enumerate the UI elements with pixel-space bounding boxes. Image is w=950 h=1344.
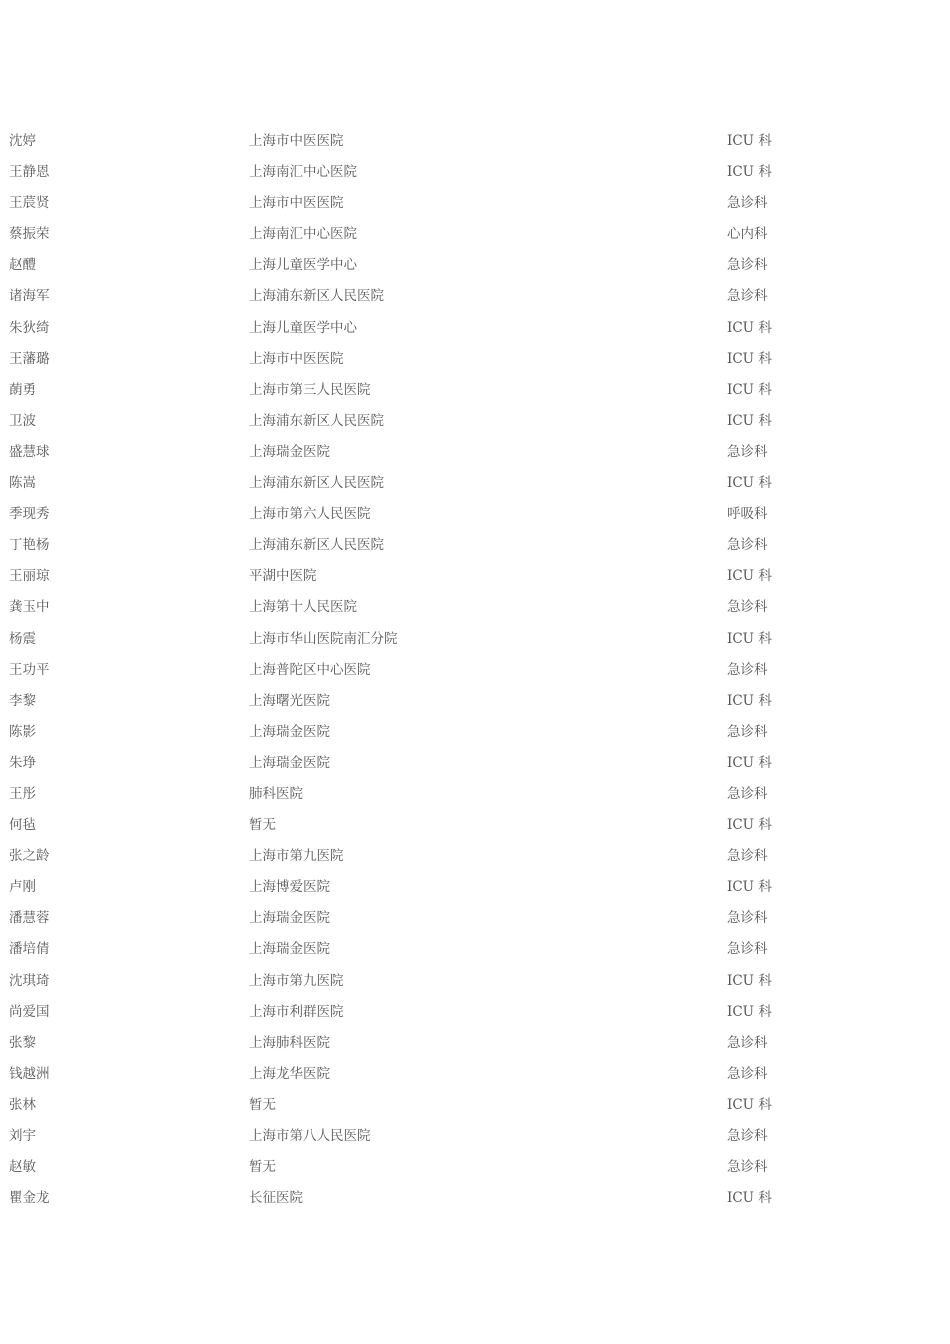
table-row <box>0 1059 950 1090</box>
hospital-cell: 上海浦东新区人民医院 <box>249 537 384 554</box>
hospital-cell: 平湖中医院 <box>249 568 317 585</box>
name-cell: 蓢勇 <box>9 381 36 398</box>
table-row <box>0 624 950 655</box>
table-row <box>0 344 950 375</box>
table-row <box>0 966 950 997</box>
table-row <box>0 281 950 312</box>
table-row <box>0 157 950 188</box>
department-cell: ICU 科 <box>727 1003 772 1020</box>
hospital-cell: 肺科医院 <box>249 785 303 802</box>
department-cell: 急诊科 <box>727 443 768 460</box>
department-cell: ICU 科 <box>727 350 772 367</box>
department-cell: ICU 科 <box>727 133 772 149</box>
name-cell: 杨震 <box>9 630 36 647</box>
name-cell: 张之龄 <box>9 848 50 865</box>
department-cell: ICU 科 <box>727 412 772 429</box>
name-cell: 张黎 <box>9 1034 36 1051</box>
table-row <box>0 499 950 530</box>
hospital-cell: 上海市中医医院 <box>249 133 344 149</box>
table-row <box>0 717 950 748</box>
name-cell: 沈琪琦 <box>9 972 50 989</box>
table-row <box>0 561 950 592</box>
hospital-cell: 上海南汇中心医院 <box>249 226 357 243</box>
department-cell: ICU 科 <box>727 319 772 336</box>
hospital-cell: 长征医院 <box>249 1190 303 1207</box>
department-cell: ICU 科 <box>727 879 772 896</box>
name-cell: 沈婷 <box>9 133 36 149</box>
hospital-cell: 上海儿童医学中心 <box>249 319 357 336</box>
name-cell: 尚爱国 <box>9 1003 50 1020</box>
table-row <box>0 219 950 250</box>
department-cell: 急诊科 <box>727 195 768 212</box>
department-cell: 心内科 <box>727 226 768 243</box>
department-cell: ICU 科 <box>727 1096 772 1113</box>
hospital-cell: 上海瑞金医院 <box>249 941 330 958</box>
table-row <box>0 810 950 841</box>
table-row <box>0 1183 950 1214</box>
table-row <box>0 686 950 717</box>
table-row <box>0 841 950 872</box>
table-row <box>0 872 950 903</box>
table-row <box>0 188 950 219</box>
name-cell: 卫波 <box>9 412 36 429</box>
hospital-cell: 上海南汇中心医院 <box>249 164 357 181</box>
table-row <box>0 934 950 965</box>
table-row <box>0 530 950 561</box>
hospital-cell: 上海市第九医院 <box>249 972 344 989</box>
table-row <box>0 592 950 623</box>
hospital-cell: 上海曙光医院 <box>249 692 330 709</box>
name-cell: 朱狄绮 <box>9 319 50 336</box>
hospital-cell: 上海市华山医院南汇分院 <box>249 630 398 647</box>
department-cell: 急诊科 <box>727 941 768 958</box>
department-cell: ICU 科 <box>727 164 772 181</box>
name-cell: 王藩璐 <box>9 350 50 367</box>
name-cell: 钱越洲 <box>9 1065 50 1082</box>
name-cell: 陈影 <box>9 723 36 740</box>
name-cell: 盛慧球 <box>9 443 50 460</box>
table-row <box>0 375 950 406</box>
doctor-list-table <box>0 126 950 1214</box>
hospital-cell: 上海市第九医院 <box>249 848 344 865</box>
hospital-cell: 上海第十人民医院 <box>249 599 357 616</box>
department-cell: ICU 科 <box>727 381 772 398</box>
hospital-cell: 上海市中医医院 <box>249 195 344 212</box>
hospital-cell: 上海市第六人民医院 <box>249 506 371 523</box>
hospital-cell: 上海博爱医院 <box>249 879 330 896</box>
department-cell: ICU 科 <box>727 630 772 647</box>
hospital-cell: 上海市中医医院 <box>249 350 344 367</box>
table-row <box>0 655 950 686</box>
department-cell: 急诊科 <box>727 848 768 865</box>
name-cell: 龚玉中 <box>9 599 50 616</box>
hospital-cell: 上海瑞金医院 <box>249 443 330 460</box>
name-cell: 张林 <box>9 1096 36 1113</box>
name-cell: 蔡振荣 <box>9 226 50 243</box>
hospital-cell: 上海市第八人民医院 <box>249 1128 371 1144</box>
table-row <box>0 313 950 344</box>
table-row <box>0 748 950 779</box>
hospital-cell: 上海瑞金医院 <box>249 754 330 771</box>
department-cell: 急诊科 <box>727 1128 768 1144</box>
hospital-cell: 上海普陀区中心医院 <box>249 661 371 678</box>
hospital-cell: 上海瑞金医院 <box>249 723 330 740</box>
table-row <box>0 903 950 934</box>
name-cell: 潘培倩 <box>9 941 50 958</box>
hospital-cell: 上海儿童医学中心 <box>249 257 357 274</box>
hospital-cell: 暂无 <box>249 1159 276 1176</box>
hospital-cell: 上海瑞金医院 <box>249 910 330 927</box>
table-row <box>0 250 950 281</box>
hospital-cell: 上海肺科医院 <box>249 1034 330 1051</box>
name-cell: 卢刚 <box>9 879 36 896</box>
department-cell: 急诊科 <box>727 1065 768 1082</box>
department-cell: ICU 科 <box>727 754 772 771</box>
name-cell: 赵醴 <box>9 257 36 274</box>
department-cell: 急诊科 <box>727 257 768 274</box>
name-cell: 王静恩 <box>9 164 50 181</box>
table-row <box>0 779 950 810</box>
department-cell: 急诊科 <box>727 1034 768 1051</box>
name-cell: 季现秀 <box>9 506 50 523</box>
name-cell: 李黎 <box>9 692 36 709</box>
table-row <box>0 468 950 499</box>
department-cell: 急诊科 <box>727 661 768 678</box>
department-cell: ICU 科 <box>727 475 772 492</box>
name-cell: 王丽琼 <box>9 568 50 585</box>
table-row <box>0 997 950 1028</box>
name-cell: 朱琤 <box>9 754 36 771</box>
department-cell: ICU 科 <box>727 972 772 989</box>
name-cell: 瞿金龙 <box>9 1190 50 1207</box>
table-row <box>0 126 950 157</box>
department-cell: 急诊科 <box>727 537 768 554</box>
name-cell: 王彤 <box>9 785 36 802</box>
department-cell: ICU 科 <box>727 692 772 709</box>
table-row <box>0 1028 950 1059</box>
table-row <box>0 1152 950 1183</box>
table-row <box>0 406 950 437</box>
name-cell: 潘慧蓉 <box>9 910 50 927</box>
hospital-cell: 上海市利群医院 <box>249 1003 344 1020</box>
department-cell: ICU 科 <box>727 1190 772 1207</box>
name-cell: 王莀贤 <box>9 195 50 212</box>
name-cell: 诸海军 <box>9 288 50 305</box>
name-cell: 王功平 <box>9 661 50 678</box>
table-row <box>0 437 950 468</box>
department-cell: ICU 科 <box>727 568 772 585</box>
department-cell: 急诊科 <box>727 910 768 927</box>
hospital-cell: 上海浦东新区人民医院 <box>249 412 384 429</box>
department-cell: 急诊科 <box>727 599 768 616</box>
table-row <box>0 1121 950 1152</box>
name-cell: 刘宇 <box>9 1128 36 1144</box>
department-cell: ICU 科 <box>727 817 772 834</box>
name-cell: 丁艳杨 <box>9 537 50 554</box>
department-cell: 急诊科 <box>727 288 768 305</box>
table-row <box>0 1090 950 1121</box>
name-cell: 陈嵩 <box>9 475 36 492</box>
department-cell: 急诊科 <box>727 785 768 802</box>
department-cell: 急诊科 <box>727 1159 768 1176</box>
hospital-cell: 暂无 <box>249 1096 276 1113</box>
hospital-cell: 暂无 <box>249 817 276 834</box>
hospital-cell: 上海龙华医院 <box>249 1065 330 1082</box>
hospital-cell: 上海浦东新区人民医院 <box>249 475 384 492</box>
name-cell: 赵敏 <box>9 1159 36 1176</box>
hospital-cell: 上海浦东新区人民医院 <box>249 288 384 305</box>
department-cell: 呼吸科 <box>727 506 768 523</box>
name-cell: 何毡 <box>9 817 36 834</box>
hospital-cell: 上海市第三人民医院 <box>249 381 371 398</box>
department-cell: 急诊科 <box>727 723 768 740</box>
